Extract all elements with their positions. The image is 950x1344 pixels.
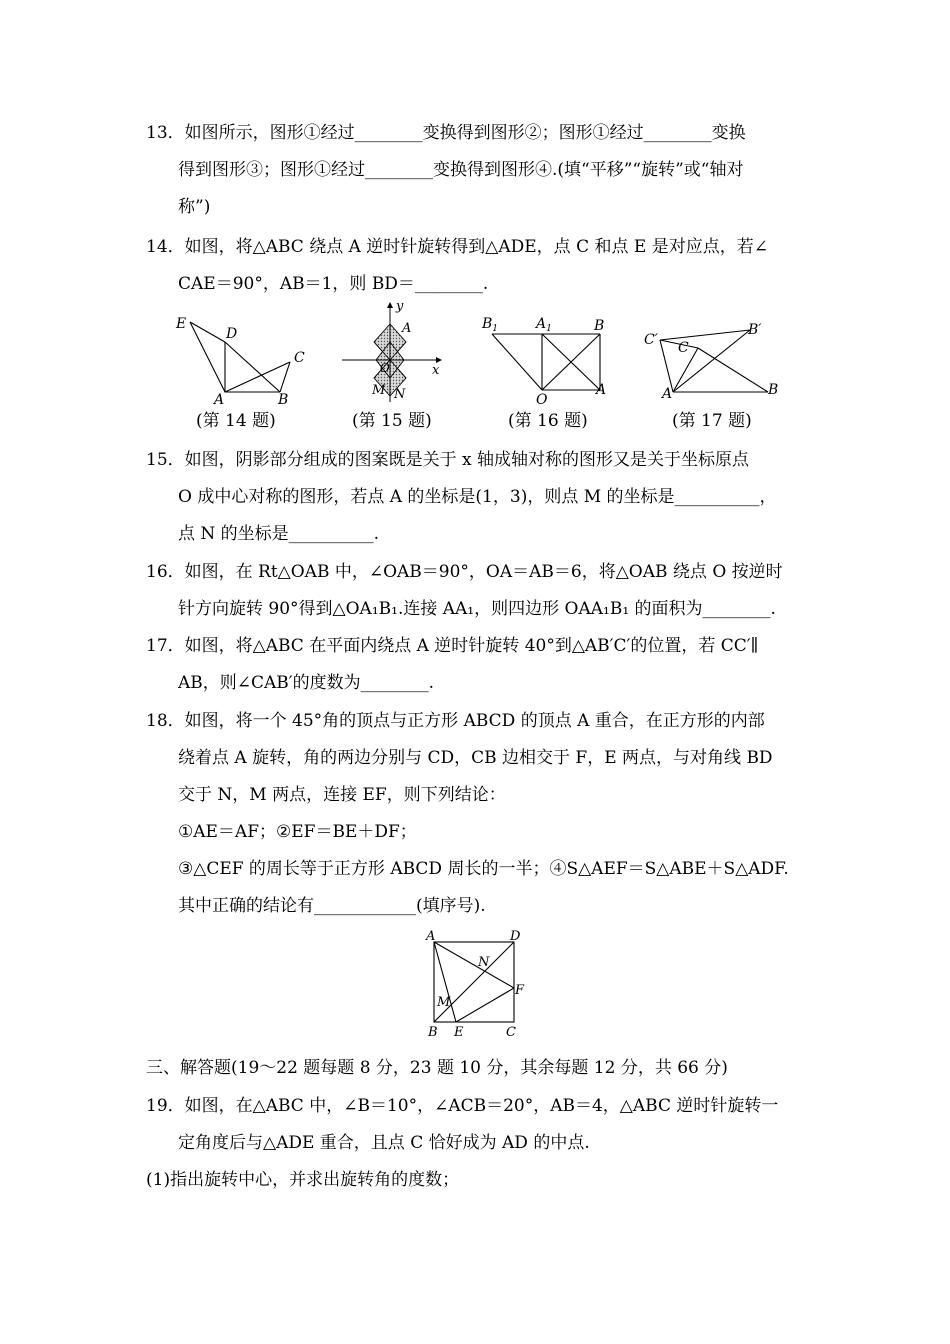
q17-line1: 17．如图，将△ABC 在平面内绕点 A 逆时针旋转 40°到△AB′C′的位置，若 CC′∥ (146, 636, 759, 656)
fig16-label-b: B (594, 318, 605, 334)
figure-17 (638, 312, 788, 404)
q13-line1: 13．如图所示，图形①经过________变换得到图形②；图形①经过________变换 (146, 123, 746, 143)
fig18-line-a-e (434, 942, 456, 1022)
fig15-label-n: N (394, 387, 406, 402)
q15-line1: 15．如图，阴影部分组成的图案既是关于 x 轴成轴对称的图形又是关于坐标原点 (146, 450, 750, 470)
fig18-label-m: M (437, 995, 451, 1010)
fig17-line-c1-b1 (660, 330, 750, 340)
fig18-line-a-f (434, 942, 514, 988)
caption-fig14: (第 14 题) (196, 411, 276, 431)
fig16-label-a1: $A_1$ (536, 316, 552, 334)
fig17-line-c-b (698, 348, 768, 392)
fig17-label-c1: C′ (644, 332, 658, 348)
q19-line1: 19．如图，在△ABC 中，∠B＝10°，∠ACB＝20°，AB＝4，△ABC 逆时针旋转一 (146, 1096, 779, 1116)
q18-line3: 交于 N，M 两点，连接 EF，则下列结论： (178, 785, 506, 805)
fig18-diagonal-bd (434, 942, 514, 1022)
fig14-label-c: C (294, 350, 305, 366)
q14-line2: CAE＝90°，AB＝1，则 BD＝________. (178, 274, 489, 294)
section-3-heading: 三、解答题(19～22 题每题 8 分，23 题 10 分，其余每题 12 分，共 66 分) (146, 1058, 728, 1078)
q15-line2: O 成中心对称的图形，若点 A 的坐标是(1，3)，则点 M 的坐标是__________， (178, 487, 777, 507)
q18-line1: 18．如图，将一个 45°角的顶点与正方形 ABCD 的顶点 A 重合，在正方形的内部 (146, 711, 765, 731)
fig17-label-b1: B′ (748, 322, 762, 338)
q19-line2: 定角度后与△ADE 重合，且点 C 恰好成为 AD 的中点. (178, 1133, 590, 1153)
q16-line2: 针方向旋转 90°得到△OA₁B₁.连接 AA₁，则四边形 OAA₁B₁ 的面积为________. (178, 599, 776, 619)
fig18-label-c: C (506, 1025, 516, 1040)
q18-line6: 其中正确的结论有____________(填序号). (178, 896, 486, 916)
fig16-label-a: A (596, 382, 607, 398)
fig14-label-e: E (176, 316, 187, 332)
q18-line2: 绕着点 A 旋转，角的两边分别与 CD，CB 边相交于 F，E 两点，与对角线 BD (178, 748, 773, 768)
fig14-line-d-b (225, 342, 280, 392)
fig18-label-a: A (426, 929, 436, 944)
fig14-label-d: D (226, 326, 238, 342)
fig18-label-d: D (510, 929, 521, 944)
caption-fig15: (第 15 题) (352, 411, 432, 431)
caption-fig17: (第 17 题) (672, 411, 752, 431)
fig17-label-c: C (678, 340, 689, 356)
fig15-label-a: A (402, 321, 412, 336)
q18-line5: ③△CEF 的周长等于正方形 ABCD 周长的一半；④S△AEF＝S△ABE＋S△ADF. (178, 859, 789, 879)
fig15-y-arrow (387, 302, 393, 308)
q19-line3: (1)指出旋转中心，并求出旋转角的度数； (146, 1170, 460, 1190)
fig14-line-a-c (225, 362, 290, 392)
q17-line2: AB，则∠CAB′的度数为________. (178, 673, 435, 693)
q15-line3: 点 N 的坐标是__________. (178, 524, 380, 544)
fig15-label-o: O (380, 361, 390, 375)
fig18-line-e-f (456, 988, 514, 1022)
figure-14 (170, 312, 310, 404)
fig16-label-b1: $B_1$ (482, 316, 499, 334)
fig18-label-f: F (515, 983, 525, 998)
fig14-label-a: A (214, 392, 225, 404)
q18-line4: ①AE＝AF；②EF＝BE＋DF； (178, 822, 417, 842)
fig17-label-a: A (662, 386, 673, 402)
fig17-label-b: B (768, 382, 779, 398)
fig16-label-o: O (536, 392, 548, 404)
figure-16 (478, 312, 610, 404)
fig17-line-c1-a (660, 340, 673, 392)
fig15-label-m: M (372, 383, 386, 398)
fig15-label-x: x (432, 363, 440, 378)
fig18-label-n: N (478, 955, 490, 970)
fig15-label-y: y (396, 299, 404, 314)
fig18-label-e: E (454, 1025, 464, 1040)
q14-line1: 14．如图，将△ABC 绕点 A 逆时针旋转得到△ADE，点 C 和点 E 是对应点，若∠ (146, 237, 768, 257)
q13-line2: 得到图形③；图形①经过________变换得到图形④.(填“平移”“旋转”或“轴对 (178, 160, 744, 180)
fig14-label-b: B (278, 392, 289, 404)
q16-line1: 16．如图，在 Rt△OAB 中，∠OAB＝90°，OA＝AB＝6，将△OAB 绕点 O 按逆时 (146, 562, 783, 582)
fig18-label-b: B (428, 1025, 438, 1040)
fig16-line-b1-o (492, 334, 542, 390)
figure-18 (420, 928, 532, 1040)
q13-line3: 称”) (178, 197, 211, 217)
figure-15 (338, 298, 448, 408)
caption-fig16: (第 16 题) (508, 411, 588, 431)
